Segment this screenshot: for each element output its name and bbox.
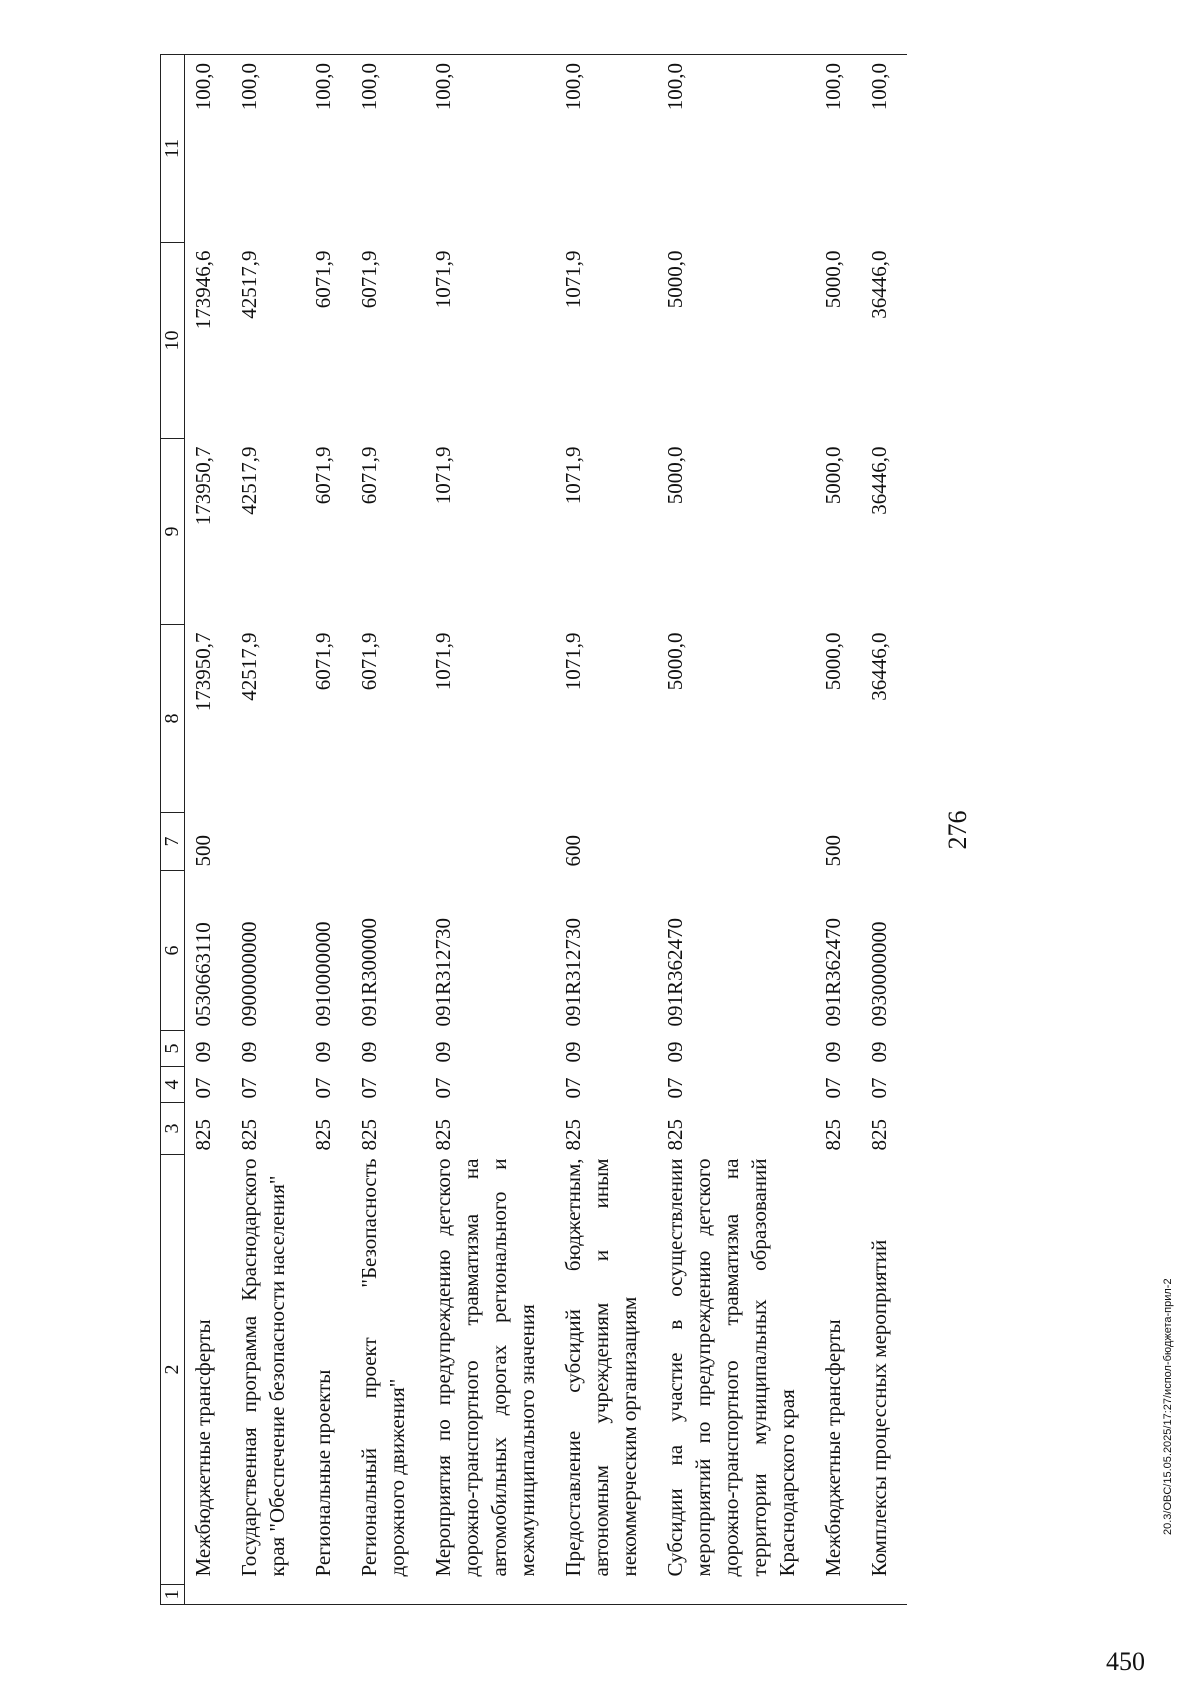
cell-col-6: 0930000000 (867, 921, 891, 1027)
table-body (185, 55, 908, 1605)
cell-name: Мероприятия по предупреждению детского дорожно-транспортного травматизма на автомобильных дорогах регионального и межмуниципального значения (431, 1158, 539, 1577)
cell-col-10: 5000,0 (821, 250, 845, 309)
cell-col-5: 09 (311, 1041, 335, 1063)
table-header (161, 55, 185, 1605)
cell-empty (861, 1585, 907, 1605)
cell-col-11: 100,0 (815, 55, 861, 243)
cell-col-9: 173950,7 (185, 439, 232, 625)
cell-col-7: 500 (185, 813, 232, 871)
header-col-7: 7 (161, 813, 185, 871)
cell-col-4: 07 (867, 1077, 891, 1099)
cell-col-4: 07 (821, 1077, 845, 1099)
header-col-11: 11 (161, 55, 185, 243)
cell-empty (425, 1585, 555, 1605)
cell-name: Межбюджетные трансферты (185, 1155, 232, 1585)
cell-col-8: 5000,0 (821, 632, 845, 691)
rotated-page-content (160, 55, 1174, 1605)
cell-col-7: 500 (821, 835, 845, 867)
cell-col-10: 36446,0 (867, 250, 891, 319)
cell-col-8: 173950,7 (185, 625, 232, 813)
cell-col-11: 100,0 (305, 55, 351, 243)
cell-name: Межбюджетные трансферты (821, 1319, 845, 1577)
table-row (425, 55, 555, 1605)
cell-col-3: 825 (185, 1103, 232, 1155)
cell-empty (231, 1585, 305, 1605)
cell-col-7 (351, 813, 425, 871)
cell-col-7 (425, 813, 555, 871)
cell-col-10: 173946,6 (185, 243, 232, 439)
cell-col-8: 5000,0 (663, 632, 687, 691)
cell-col-5: 09 (561, 1041, 585, 1063)
cell-col-6: 091R362470 (821, 917, 845, 1027)
cell-col-11: 100,0 (231, 55, 305, 243)
table-row (861, 55, 907, 1605)
header-col-3: 3 (161, 1103, 185, 1155)
cell-col-6: 091R312730 (431, 917, 455, 1027)
cell-col-9: 36446,0 (867, 446, 891, 515)
cell-col-11: 100,0 (555, 55, 657, 243)
cell-col-7 (861, 813, 907, 871)
table-row (815, 55, 861, 1605)
cell-col-6: 091R312730 (561, 917, 585, 1027)
cell-col-9: 6071,9 (311, 446, 335, 505)
cell-col-6: 091R300000 (357, 917, 381, 1027)
cell-col-3: 825 (561, 1119, 585, 1151)
cell-col-5: 09 (237, 1041, 261, 1063)
cell-col-9: 6071,9 (357, 446, 381, 505)
cell-empty (305, 1585, 351, 1605)
table-row (555, 55, 657, 1605)
cell-col-7 (231, 813, 305, 871)
table-row (657, 55, 815, 1605)
cell-col-3: 825 (867, 1119, 891, 1151)
cell-col-3: 825 (431, 1119, 455, 1151)
cell-empty (815, 1585, 861, 1605)
cell-col-5: 09 (431, 1041, 455, 1063)
cell-col-8: 1071,9 (431, 632, 455, 691)
cell-col-10: 5000,0 (663, 250, 687, 309)
header-col-6: 6 (161, 871, 185, 1031)
document-footer-code: 20.3/OBC/15.05.2025/17:27/испол-бюджета-прил-2 (1162, 1278, 1174, 1535)
table-row (185, 55, 232, 1605)
cell-col-11: 100,0 (351, 55, 425, 243)
cell-col-6: 0900000000 (237, 921, 261, 1027)
cell-name: Субсидии на участие в осуществлении мероприятий по предупреждению детского дорожно-транспортного травматизма на территории муниципальных образований Краснодарского края (663, 1158, 799, 1577)
cell-col-8: 6071,9 (357, 632, 381, 691)
cell-col-8: 6071,9 (311, 632, 335, 691)
table-row (351, 55, 425, 1605)
header-col-1: 1 (161, 1585, 185, 1605)
cell-col-4: 07 (185, 1067, 232, 1103)
cell-col-10: 1071,9 (431, 250, 455, 309)
cell-col-4: 07 (431, 1077, 455, 1099)
cell-col-7 (305, 813, 351, 871)
header-col-5: 5 (161, 1031, 185, 1067)
page-number-top: 276 (943, 810, 972, 850)
cell-col-10: 42517,9 (237, 250, 261, 319)
cell-col-5: 09 (821, 1041, 845, 1063)
cell-name: Государственная программа Краснодарского края "Обеспечение безопасности населения" (237, 1158, 289, 1577)
cell-col-3: 825 (357, 1119, 381, 1151)
cell-col-9: 42517,9 (237, 446, 261, 515)
cell-col-3: 825 (663, 1119, 687, 1151)
cell-col-8: 1071,9 (561, 632, 585, 691)
cell-col-4: 07 (357, 1077, 381, 1099)
cell-col-6: 091R362470 (663, 917, 687, 1027)
cell-col-7 (657, 813, 815, 871)
cell-col-9: 1071,9 (431, 446, 455, 505)
cell-name: Региональные проекты (311, 1369, 335, 1577)
cell-col-10: 6071,9 (311, 250, 335, 309)
cell-col-8: 36446,0 (867, 632, 891, 701)
cell-col-7: 600 (561, 835, 585, 867)
header-col-9: 9 (161, 439, 185, 625)
cell-col-11: 100,0 (861, 55, 907, 243)
cell-col-11: 100,0 (185, 55, 232, 243)
cell-col-6: 0530663110 (185, 871, 232, 1031)
cell-col-11: 100,0 (425, 55, 555, 243)
cell-col-3: 825 (821, 1119, 845, 1151)
cell-name: Комплексы процессных мероприятий (867, 1239, 891, 1577)
header-col-8: 8 (161, 625, 185, 813)
cell-col-3: 825 (311, 1119, 335, 1151)
cell-col-4: 07 (237, 1077, 261, 1099)
cell-name: Региональный проект "Безопасность дорожного движения" (357, 1158, 409, 1577)
header-col-2: 2 (161, 1155, 185, 1585)
cell-empty (555, 1585, 657, 1605)
cell-col-4: 07 (311, 1077, 335, 1099)
cell-col-5: 09 (867, 1041, 891, 1063)
cell-col-5: 09 (357, 1041, 381, 1063)
page-number-bottom: 450 (1106, 1647, 1145, 1676)
cell-col-3: 825 (237, 1119, 261, 1151)
cell-col-8: 42517,9 (237, 632, 261, 701)
table-row (231, 55, 305, 1605)
cell-col-11: 100,0 (657, 55, 815, 243)
cell-empty (351, 1585, 425, 1605)
budget-table (160, 54, 907, 1605)
cell-col-9: 5000,0 (663, 446, 687, 505)
cell-empty (657, 1585, 815, 1605)
cell-col-4: 07 (663, 1077, 687, 1099)
cell-col-5: 09 (185, 1031, 232, 1067)
cell-col-5: 09 (663, 1041, 687, 1063)
cell-empty (185, 1585, 232, 1605)
cell-col-9: 5000,0 (821, 446, 845, 505)
cell-col-4: 07 (561, 1077, 585, 1099)
header-col-10: 10 (161, 243, 185, 439)
cell-name: Предоставление субсидий бюджетным, автономным учреждениям и иным некоммерческим организациям (561, 1158, 641, 1577)
table-row (305, 55, 351, 1605)
cell-col-10: 1071,9 (561, 250, 585, 309)
cell-col-10: 6071,9 (357, 250, 381, 309)
header-col-4: 4 (161, 1067, 185, 1103)
cell-col-9: 1071,9 (561, 446, 585, 505)
cell-col-6: 0910000000 (311, 921, 335, 1027)
